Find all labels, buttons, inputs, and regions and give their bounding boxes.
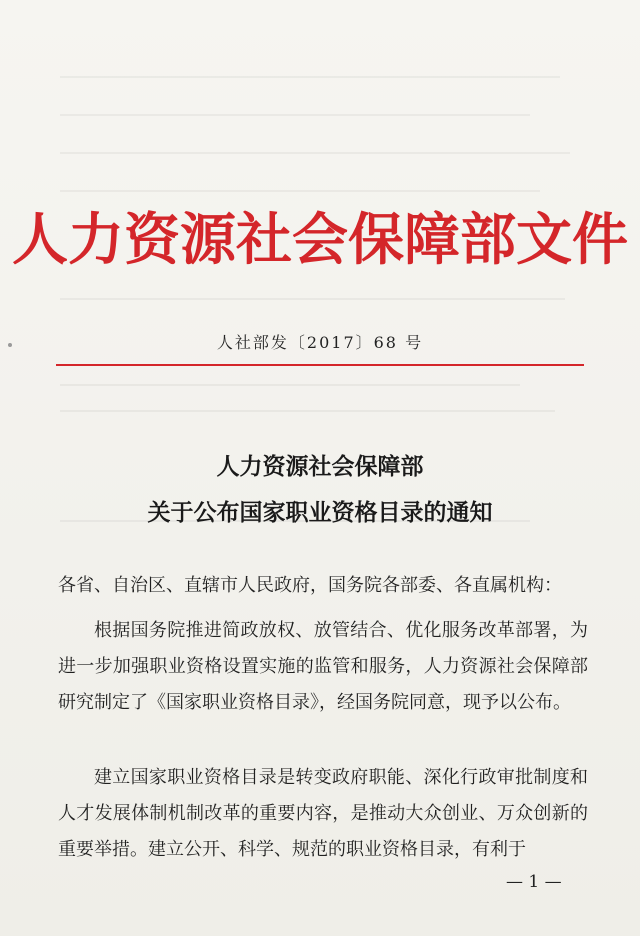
- notice-title-line-2: 关于公布国家职业资格目录的通知: [147, 500, 493, 526]
- notice-title-line-1: 人力资源社会保障部: [216, 454, 424, 480]
- issuer-header: 人力资源社会保障部文件: [12, 208, 628, 273]
- scan-speck: [8, 343, 12, 347]
- document-number: 人社部发〔2017〕68 号: [216, 333, 424, 352]
- show-through-line: [60, 114, 530, 116]
- red-divider-line: [56, 364, 584, 366]
- show-through-line: [60, 152, 570, 154]
- show-through-line: [60, 298, 565, 300]
- show-through-line: [60, 410, 555, 412]
- show-through-line: [60, 190, 540, 192]
- body-paragraph: 根据国务院推进简政放权、放管结合、优化服务改革部署，为进一步加强职业资格设置实施的监管和服务，人力资源社会保障部研究制定了《国家职业资格目录》，经国务院同意，现予以公布。: [58, 620, 588, 713]
- salutation: 各省、自治区、直辖市人民政府，国务院各部委、各直属机构：: [58, 575, 562, 596]
- body-paragraph: 建立国家职业资格目录是转变政府职能、深化行政审批制度和人才发展体制机制改革的重要内容，是推动大众创业、万众创新的重要举措。建立公开、科学、规范的职业资格目录，有利于: [58, 767, 588, 860]
- show-through-line: [60, 384, 520, 386]
- page-number: — 1 —: [506, 872, 562, 892]
- show-through-line: [60, 76, 560, 78]
